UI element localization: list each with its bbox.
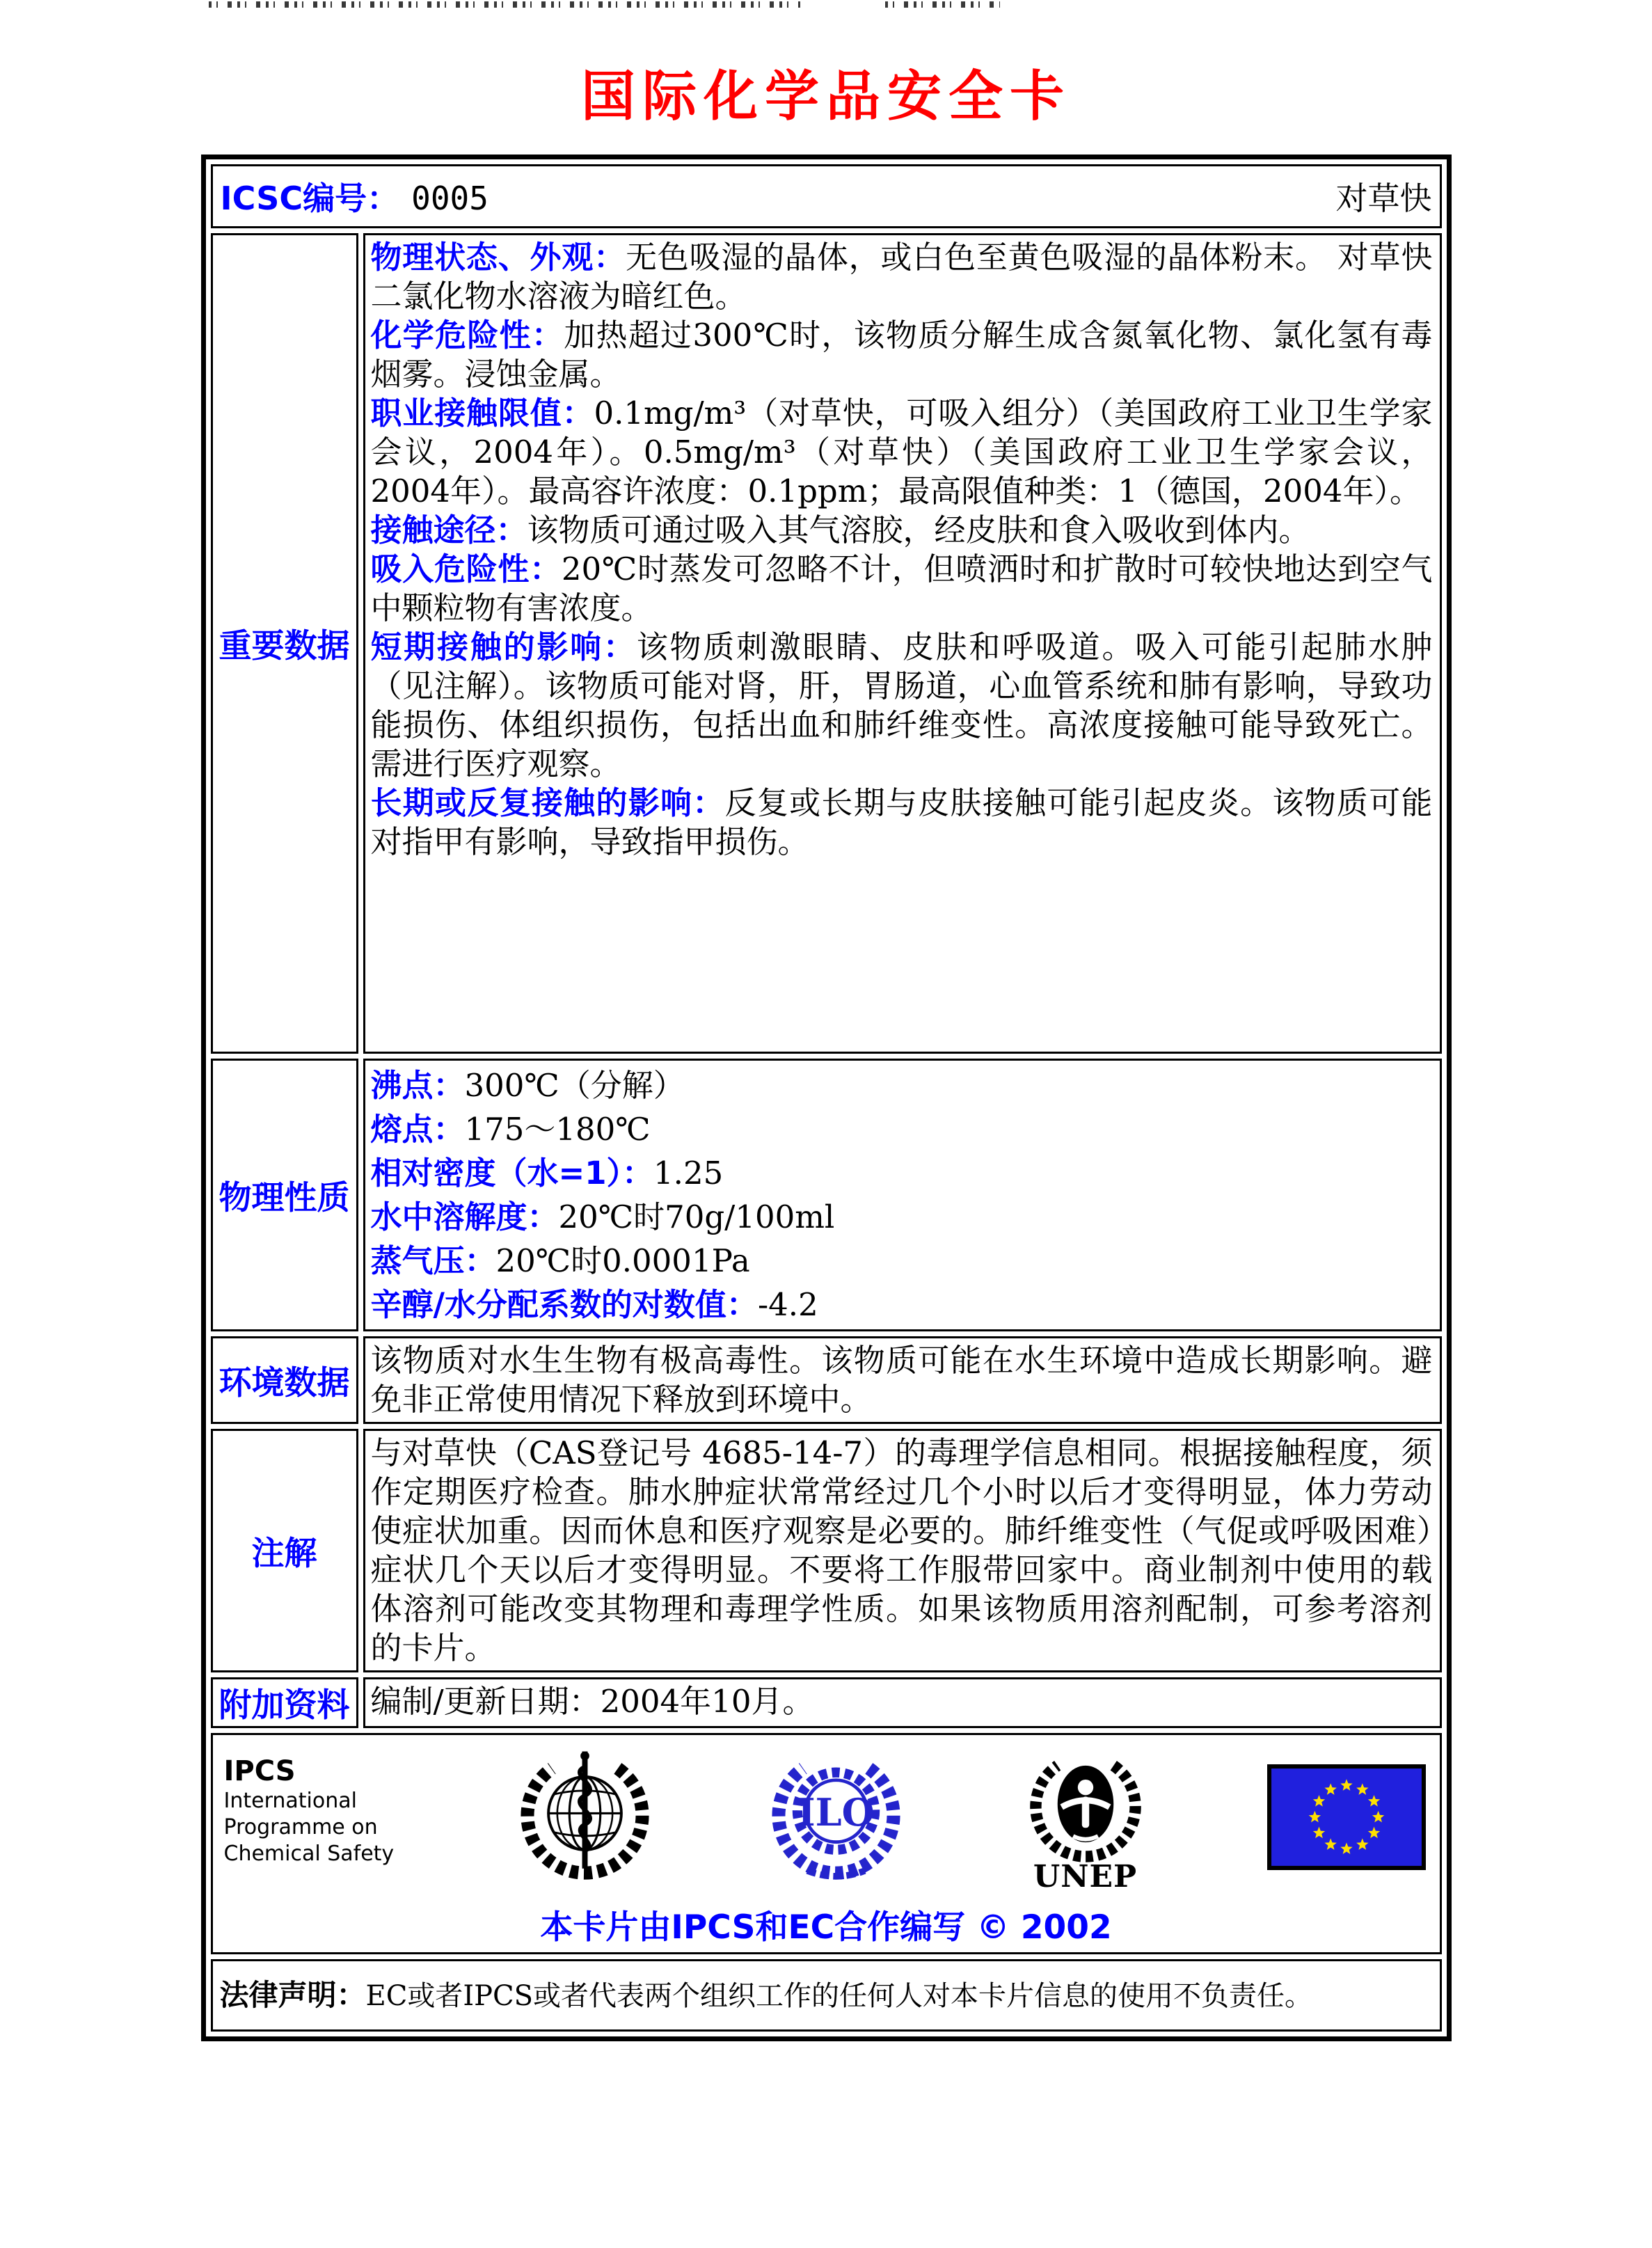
ipcs-abbr: IPCS <box>223 1755 296 1787</box>
legal-notice-text: EC或者IPCS或者代表两个组织工作的任何人对本卡片信息的使用不负责任。 <box>365 1979 1313 2012</box>
field-text: 该物质可通过吸入其气溶胶，经皮肤和食入吸收到体内。 <box>527 512 1310 548</box>
property-label: 水中溶解度： <box>370 1198 559 1235</box>
important-data-section-label: 重要数据 <box>211 233 358 1054</box>
clipped-text-fragments <box>209 1 800 8</box>
property-label: 蒸气压： <box>370 1242 496 1279</box>
organizations-row <box>211 1733 1442 1954</box>
icsc-number-row <box>211 164 1442 228</box>
who-logo-icon <box>517 1745 653 1884</box>
field-label: 长期或反复接触的影响： <box>370 784 725 821</box>
eu-flag-icon <box>1267 1764 1426 1870</box>
safety-card-table <box>201 155 1452 2041</box>
physical-properties-content <box>363 1059 1442 1331</box>
paragraph <box>371 511 1433 550</box>
legal-notice-cell <box>211 1959 1442 2032</box>
field-label: 物理状态、外观： <box>370 239 626 276</box>
property-line <box>371 1107 1433 1151</box>
page-title: 国际化学品安全卡 <box>580 65 1071 128</box>
property-label: 沸点： <box>370 1067 465 1104</box>
copyright-text: © 2002 <box>976 1908 1112 1947</box>
icsc-number-value: 0005 <box>411 180 489 217</box>
property-value: 1.25 <box>653 1155 724 1192</box>
environmental-data-row <box>211 1336 1442 1424</box>
ipcs-line: International <box>223 1789 357 1813</box>
caption-text: 本卡片由IPCS和EC合作编写 <box>540 1908 966 1947</box>
notes-content: 与对草快（CAS登记号 4685-14-7）的毒理学信息相同。根据接触程度，须作定期医疗检查。肺水肿症状常常经过几个小时以后才变得明显，体力劳动使症状加重。因而休息和医疗观察是必要的。肺纤维变性（气促或呼吸困难）症状几个天以后才变得明显。不要将工作服带回家中。商业制剂中使用的载体溶剂可能改变其物理和毒理学性质。如果该物质用溶剂配制，可参考溶剂的卡片。 <box>363 1429 1442 1672</box>
field-label: 化学危险性： <box>370 317 564 354</box>
paragraph <box>371 316 1433 394</box>
additional-info-row <box>211 1677 1442 1728</box>
clipped-text-fragments <box>885 1 1000 8</box>
field-text: 加热超过300℃时，该物质分解生成含氮氧化物、氯化氢有毒烟雾。浸蚀金属。 <box>370 317 1433 393</box>
eu-flag-wrap <box>1267 1745 1426 1870</box>
unep-text: UNEP <box>1033 1859 1138 1894</box>
important-data-content <box>363 233 1442 1054</box>
notes-row <box>211 1429 1442 1672</box>
property-line <box>371 1239 1433 1283</box>
environmental-data-content: 该物质对水生生物有极高毒性。该物质可能在水生环境中造成长期影响。避免非正常使用情况下释放到环境中。 <box>363 1336 1442 1424</box>
field-text: 该物质刺激眼睛、皮肤和呼吸道。吸入可能引起肺水肿（见注解）。该物质可能对肾，肝，胃肠道，心血管系统和肺有影响，导致功能损伤、体组织损伤，包括出血和肺纤维变性。高浓度接触可能导致死亡。需进行医疗观察。 <box>370 628 1433 782</box>
field-text: 20℃时蒸发可忽略不计，但喷洒时和扩散时可较快地达到空气中颗粒物有害浓度。 <box>370 551 1433 626</box>
property-label: 辛醇/水分配系数的对数值： <box>370 1286 758 1323</box>
paragraph <box>371 784 1433 862</box>
property-value: 300℃（分解） <box>464 1067 685 1104</box>
property-value: 20℃时0.0001Pa <box>495 1242 750 1279</box>
property-label: 相对密度（水=1）： <box>370 1155 654 1192</box>
additional-info-section-label: 附加资料 <box>211 1677 358 1728</box>
ipcs-line: Programme on <box>223 1815 378 1839</box>
icsc-number-label: ICSC编号： <box>220 180 399 217</box>
field-label: 吸入危险性： <box>370 551 562 587</box>
cooperation-caption <box>223 1901 1430 1948</box>
unep-logo-icon <box>1023 1745 1148 1863</box>
paragraph <box>371 550 1433 628</box>
property-value: 20℃时70g/100ml <box>558 1198 835 1235</box>
property-line <box>371 1283 1433 1327</box>
field-label: 短期接触的影响： <box>370 628 637 665</box>
property-line <box>371 1151 1433 1195</box>
field-text: 无色吸湿的晶体，或白色至黄色吸湿的晶体粉末。 对草快二氯化物水溶液为暗红色。 <box>370 239 1433 315</box>
property-value: 175～180℃ <box>464 1111 651 1148</box>
legal-notice-row <box>211 1959 1442 2032</box>
ilo-logo-icon <box>768 1745 904 1884</box>
property-value: -4.2 <box>757 1286 818 1323</box>
ilo-text: ILO <box>797 1789 875 1835</box>
important-data-row <box>211 233 1442 1054</box>
field-text: 反复或长期与皮肤接触可能引起皮炎。该物质可能对指甲有影响，导致指甲损伤。 <box>370 784 1433 860</box>
organizations-cell <box>211 1733 1442 1954</box>
field-label: 职业接触限值： <box>370 395 594 432</box>
paragraph <box>371 628 1433 784</box>
paragraph <box>371 238 1433 316</box>
field-text: 0.1mg/m³（对草快，可吸入组分）（美国政府工业卫生学家会议，2004年）。0.5mg/m³（对草快）（美国政府工业卫生学家会议，2004年）。最高容许浓度：0.1ppm；最高限值种类：1（德国，2004年）。 <box>370 395 1433 509</box>
additional-info-content: 编制/更新日期：2004年10月。 <box>363 1677 1442 1728</box>
property-line <box>371 1195 1433 1239</box>
notes-section-label: 注解 <box>211 1429 358 1672</box>
chemical-name: 对草快 <box>1335 180 1432 217</box>
paragraph <box>371 394 1433 511</box>
field-label: 接触途径： <box>370 512 527 548</box>
unep-logo-block <box>1019 1745 1152 1894</box>
ipcs-line: Chemical Safety <box>223 1842 395 1866</box>
physical-properties-section-label: 物理性质 <box>211 1059 358 1331</box>
environmental-data-section-label: 环境数据 <box>211 1336 358 1424</box>
property-label: 熔点： <box>370 1111 465 1148</box>
physical-properties-row <box>211 1059 1442 1331</box>
property-line <box>371 1063 1433 1107</box>
ipcs-text-block <box>224 1745 402 1867</box>
legal-notice-label: 法律声明： <box>219 1977 366 2012</box>
